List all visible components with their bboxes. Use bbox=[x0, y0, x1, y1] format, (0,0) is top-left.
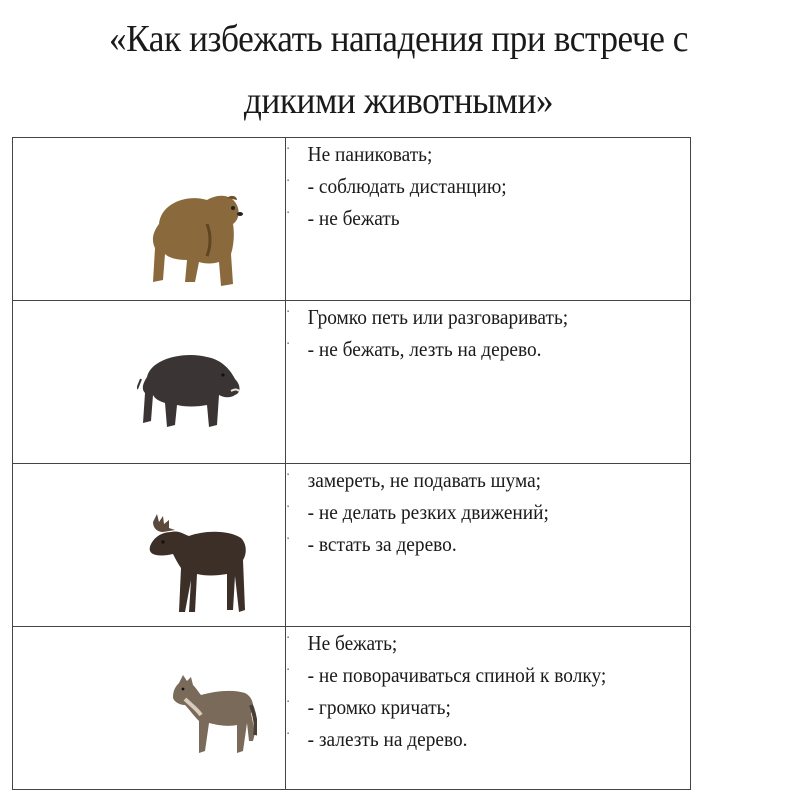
tips-cell bbox=[286, 627, 691, 790]
wolf-image bbox=[171, 675, 257, 755]
page-title bbox=[28, 8, 769, 132]
tip-item: · Громко петь или разговаривать; bbox=[286, 301, 650, 333]
tips-cell bbox=[286, 464, 691, 627]
tips-list bbox=[286, 464, 690, 560]
table-row-wolf bbox=[13, 627, 691, 790]
tips-list bbox=[286, 138, 690, 234]
animal-cell bbox=[13, 138, 286, 301]
table-row-boar bbox=[13, 301, 691, 464]
animal-cell bbox=[13, 301, 286, 464]
tip-item: · - встать за дерево. bbox=[286, 528, 650, 560]
tip-item: · Не бежать; bbox=[286, 627, 650, 659]
title-line-2: дикими животными» bbox=[243, 80, 554, 122]
table-row-moose bbox=[13, 464, 691, 627]
tips-cell bbox=[286, 138, 691, 301]
animal-cell bbox=[13, 627, 286, 790]
tip-item: · - не делать резких движений; bbox=[286, 496, 650, 528]
boar-image bbox=[137, 345, 243, 431]
animal-cell bbox=[13, 464, 286, 627]
tip-item: · - не бежать bbox=[286, 202, 650, 234]
tip-item: · - соблюдать дистанцию; bbox=[286, 170, 650, 202]
tip-item: · - громко кричать; bbox=[286, 691, 650, 723]
table-row-bear bbox=[13, 138, 691, 301]
safety-table bbox=[12, 137, 691, 790]
tip-item: · Не паниковать; bbox=[286, 138, 650, 170]
tip-item: · - залезть на дерево. bbox=[286, 723, 650, 755]
tip-item: · - не бежать, лезть на дерево. bbox=[286, 333, 650, 365]
bear-image bbox=[141, 184, 245, 292]
tips-list bbox=[286, 301, 690, 365]
tips-cell bbox=[286, 301, 691, 464]
tip-item: · - не поворачиваться спиной к волку; bbox=[286, 659, 650, 691]
moose-image bbox=[149, 514, 253, 614]
tip-item: · замереть, не подавать шума; bbox=[286, 464, 650, 496]
title-line-1: «Как избежать нападения при встрече с bbox=[108, 18, 689, 60]
tips-list bbox=[286, 627, 690, 755]
